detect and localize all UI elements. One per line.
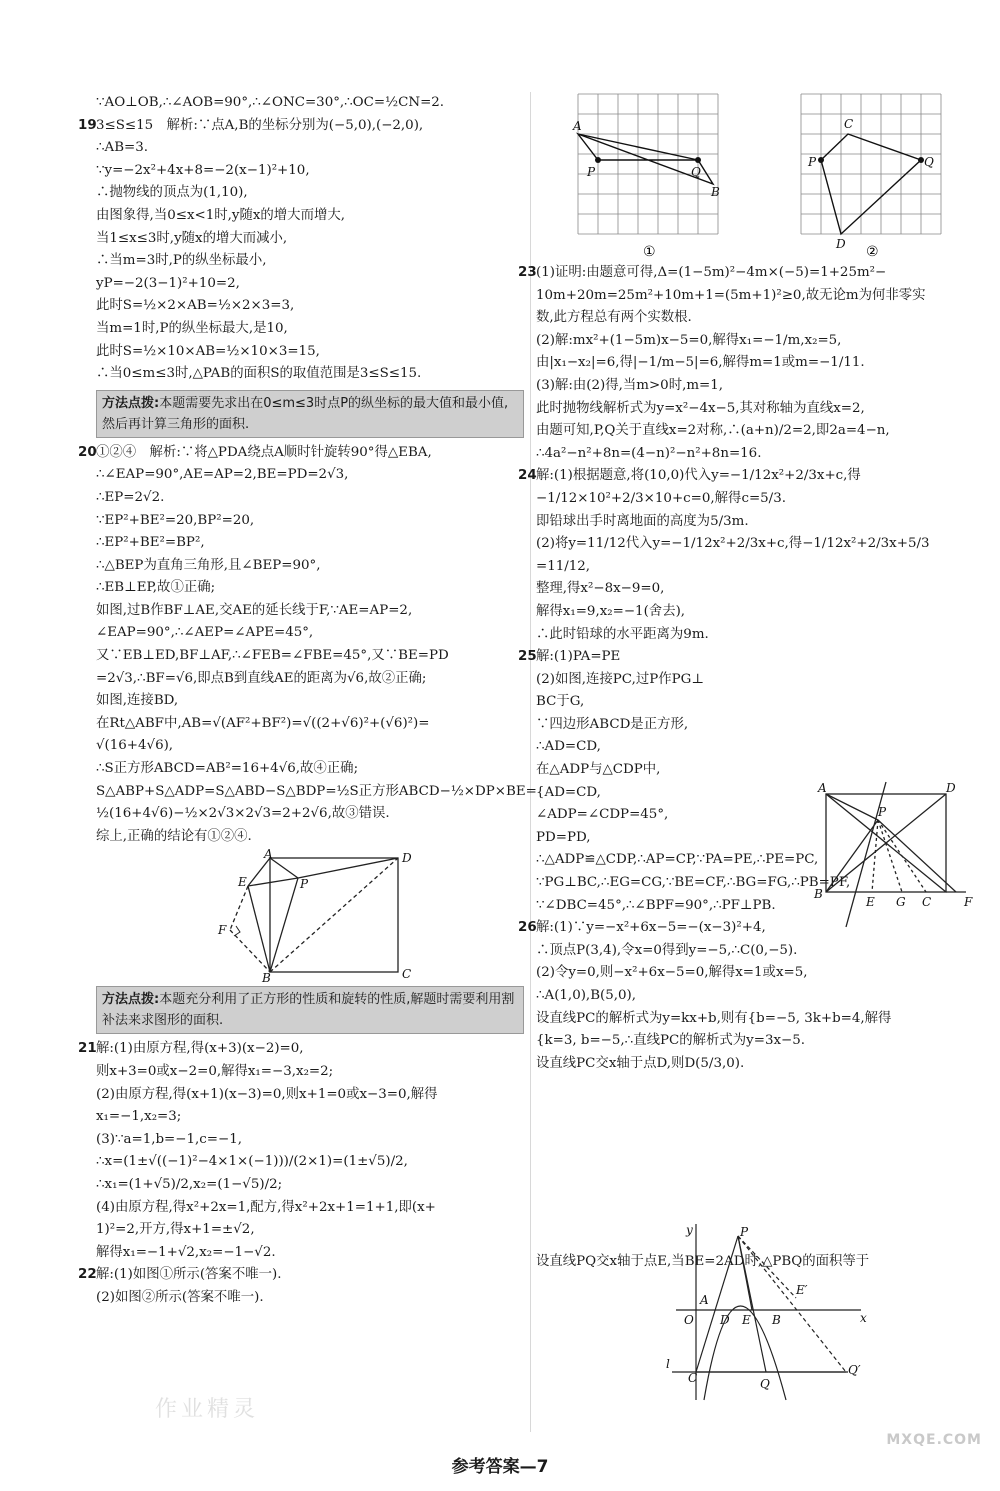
- text-line: [536, 285, 982, 308]
- text-line: [96, 510, 524, 533]
- line-text: ∴EP=2√2.: [96, 489, 165, 505]
- text-line: [536, 578, 982, 601]
- text-line: [536, 352, 982, 375]
- line-text: ∴此时铅球的水平距离为9m.: [536, 626, 709, 642]
- line-text: √(16+4√6),: [96, 738, 174, 754]
- line-text: 在Rt△ABF中,AB=√(AF²+BF²)=√((2+√6)²+(√6)²)=: [96, 715, 430, 731]
- right-lines-a: [518, 262, 982, 1075]
- text-line: [96, 622, 524, 645]
- text-line: [96, 137, 524, 160]
- svg-text:O: O: [684, 1313, 694, 1327]
- svg-text:P: P: [586, 165, 595, 179]
- question-number: 19: [78, 117, 97, 133]
- text-line: [536, 804, 798, 827]
- figure-22-grid-1: [573, 92, 723, 260]
- line-text: ∵四边形ABCD是正方形,: [536, 716, 689, 732]
- line-text: (2)将y=11/12代入y=−1/12x²+2/3x+c,得−1/12x²+2/3x+5/3: [536, 536, 930, 552]
- line-text: (2)令y=0,则−x²+6x−5=0,解得x=1或x=5,: [536, 965, 808, 981]
- line-text: ∴4a²−n²+8n=(4−n)²−n²+8n=16.: [536, 445, 762, 461]
- line-text: 由图象得,当0≤x<1时,y随x的增大而增大,: [96, 207, 345, 223]
- line-text: −1/12×10²+2/3×10+c=0,解得c=5/3.: [536, 490, 786, 506]
- text-line: [518, 465, 982, 488]
- text-line: [96, 781, 537, 804]
- right-column: [518, 92, 982, 1391]
- question-number: 20: [78, 444, 97, 460]
- text-line: [96, 341, 524, 364]
- svg-text:B: B: [710, 185, 720, 199]
- line-text: ∴△BEP为直角三角形,且∠BEP=90°,: [96, 557, 321, 573]
- line-text: 如图,连接BD,: [96, 693, 179, 709]
- text-line: [96, 1129, 524, 1152]
- text-line: [96, 228, 524, 251]
- text-line: [96, 363, 524, 386]
- text-line: [96, 1174, 524, 1197]
- question-number: 23: [518, 265, 537, 280]
- text-line: [536, 736, 798, 759]
- text-line: [96, 735, 524, 758]
- line-text: 解:(1)PA=PE: [536, 649, 621, 665]
- line-text: (3)解:由(2)得,当m>0时,m=1,: [536, 377, 724, 393]
- text-line: [96, 318, 524, 341]
- text-line: [536, 714, 798, 737]
- tip-text: 本题需要先求出在0≤m≤3时点P的纵坐标的最大值和最小值,然后再计算三角形的面积.: [102, 395, 509, 432]
- question-number: 21: [78, 1041, 97, 1057]
- svg-text:P: P: [300, 877, 309, 892]
- line-text: ∴顶点P(3,4),令x=0得到y=−5,∴C(0,−5).: [536, 942, 798, 958]
- line-text: 解得x₁=9,x₂=−1(舍去),: [536, 603, 686, 619]
- svg-text:A: A: [572, 119, 582, 133]
- svg-text:D: D: [402, 851, 412, 866]
- text-line: [96, 1197, 524, 1220]
- line-text: (1)证明:由题意可得,Δ=(1−5m)²−4m×(−5)=1+25m²−: [536, 265, 887, 280]
- text-line: [96, 668, 524, 691]
- line-text: yP=−2(3−1)²+10=2,: [96, 275, 240, 291]
- svg-text:C: C: [402, 967, 412, 982]
- text-line: [536, 488, 982, 511]
- svg-text:Q: Q: [923, 155, 934, 169]
- text-line: [96, 273, 524, 296]
- line-text: (2)由原方程,得(x+1)(x−3)=0,则x+1=0或x−3=0,解得: [96, 1086, 438, 1102]
- figure-20-square: [210, 847, 412, 986]
- text-line: [536, 827, 798, 850]
- svg-text:x: x: [860, 1311, 867, 1325]
- line-text: 又∵EB⊥ED,BF⊥AF,∴∠FEB=∠FBE=45°,又∵BE=PD: [96, 648, 449, 664]
- text-line: [536, 601, 982, 624]
- svg-text:E′: E′: [796, 1283, 808, 1297]
- line-text: ∠ADP=∠CDP=45°,: [536, 807, 669, 823]
- text-line: [518, 262, 982, 285]
- line-text: ∵EP²+BE²=20,BP²=20,: [96, 512, 255, 528]
- line-text: 综上,正确的结论有①②④.: [96, 828, 252, 844]
- line-text: 此时S=½×2×AB=½×2×3=3,: [96, 298, 295, 314]
- svg-text:A: A: [264, 847, 273, 862]
- line-text: ∴抛物线的顶点为(1,10),: [96, 185, 248, 201]
- svg-text:F: F: [964, 895, 973, 909]
- watermark-logo: MXQE.COM: [886, 1432, 982, 1448]
- svg-text:E: E: [742, 1313, 751, 1327]
- text-line: [96, 464, 524, 487]
- text-line: [536, 375, 982, 398]
- text-line: [96, 645, 524, 668]
- line-text: 此时抛物线解析式为y=x²−4x−5,其对称轴为直线x=2,: [536, 400, 865, 416]
- text-line: [536, 759, 798, 782]
- svg-text:B: B: [772, 1313, 781, 1327]
- text-line: [518, 646, 982, 669]
- line-text: =2√3,∴BF=√6,即点B到直线AE的距离为√6,故②正确;: [96, 670, 427, 686]
- text-line: [78, 1264, 524, 1287]
- figure-22-grids: [536, 92, 982, 262]
- question-number: 26: [518, 920, 537, 936]
- line-text: =11/12,: [536, 558, 591, 574]
- svg-text:B: B: [262, 971, 271, 986]
- text-line: [96, 600, 524, 623]
- line-text: 解:(1)由原方程,得(x+3)(x−2)=0,: [96, 1041, 304, 1057]
- text-line: [96, 487, 524, 510]
- text-line: [536, 556, 982, 579]
- svg-text:y: y: [686, 1223, 693, 1237]
- watermark-text: 作业精灵: [155, 1397, 260, 1422]
- page-footer: 参考答案—7: [451, 1457, 549, 1477]
- text-line: [536, 307, 982, 330]
- line-text: 整理,得x²−8x−9=0,: [536, 581, 665, 597]
- text-line: [96, 803, 524, 826]
- line-text: 当m=1时,P的纵坐标最大,是10,: [96, 320, 288, 336]
- text-line: [96, 1151, 524, 1174]
- text-line: [96, 1219, 524, 1242]
- line-text: 设直线PC的解析式为y=kx+b,则有{b=−5, 3k+b=4,解得: [536, 1010, 892, 1026]
- line-text: BC于G,: [536, 694, 585, 710]
- line-text: ∠EAP=90°,∴∠AEP=∠APE=45°,: [96, 625, 314, 641]
- svg-text:D: D: [946, 781, 956, 795]
- svg-text:C: C: [688, 1371, 698, 1385]
- line-text: 数,此方程总有两个实数根.: [536, 310, 692, 326]
- line-text: ∴当m=3时,P的纵坐标最小,: [96, 253, 267, 269]
- question-number: 22: [78, 1267, 97, 1283]
- text-line: [536, 1030, 982, 1053]
- svg-text:C: C: [843, 117, 853, 131]
- tip-text: 本题充分利用了正方形的性质和旋转的性质,解题时需要利用割补法来求图形的面积.: [102, 992, 515, 1029]
- line-text: ∴EB⊥EP,故①正确;: [96, 580, 216, 596]
- line-text: 如图,过B作BF⊥AE,交AE的延长线于F,∵AE=AP=2,: [96, 602, 413, 618]
- svg-text:D: D: [835, 237, 846, 251]
- svg-text:D: D: [720, 1313, 730, 1327]
- text-line: [536, 962, 982, 985]
- line-text: ∴△ADP≌△CDP,∴AP=CP,∵PA=PE,∴PE=PC,: [536, 852, 819, 868]
- line-text: (2)如图②所示(答案不唯一).: [96, 1289, 264, 1305]
- line-text: ∴AD=CD,: [536, 739, 601, 755]
- svg-text:A: A: [818, 781, 827, 795]
- text-line: [536, 533, 982, 556]
- line-text: 由题可知,P,Q关于直线x=2对称,∴(a+n)/2=2,即2a=4−n,: [536, 423, 890, 439]
- text-line: [96, 1287, 524, 1310]
- text-line: [96, 295, 524, 318]
- text-line: [78, 1038, 524, 1061]
- text-line: [536, 443, 982, 466]
- text-line: [78, 442, 524, 465]
- text-line: [96, 758, 524, 781]
- line-text: 解得x₁=−1+√2,x₂=−1−√2.: [96, 1244, 276, 1260]
- svg-text:C: C: [922, 895, 932, 909]
- text-line: [96, 690, 524, 713]
- text-line: [536, 1008, 982, 1031]
- line-text: 1)²=2,开方,得x+1=±√2,: [96, 1222, 255, 1238]
- line-text: ∴当0≤m≤3时,△PAB的面积S的取值范围是3≤S≤15.: [96, 366, 422, 382]
- text-line: 设直线PQ交x轴于点E,当BE=2AD时,△PBQ的面积等于: [536, 1254, 870, 1270]
- svg-text:E: E: [866, 895, 875, 909]
- text-line: [96, 1084, 524, 1107]
- method-tip-20: [96, 986, 524, 1034]
- line-text: 则x+3=0或x−2=0,解得x₁=−3,x₂=2;: [96, 1064, 334, 1079]
- figure-26-parabola: [656, 1222, 876, 1402]
- line-text: (4)由原方程,得x²+2x=1,配方,得x²+2x+1=1+1,即(x+: [96, 1199, 436, 1215]
- line-text: ∴EP²+BE²=BP²,: [96, 535, 205, 551]
- text-line: [536, 420, 982, 443]
- line-text: ∴x=(1±√((−1)²−4×1×(−1)))/(2×1)=(1±√5)/2,: [96, 1154, 408, 1170]
- line-text: 在△ADP与△CDP中,: [536, 762, 661, 778]
- line-text: S△ABP+S△ADP=S△ABD−S△BDP=½S正方形ABCD−½×DP×BE=: [96, 783, 537, 799]
- line-text: 解:(1)∵y=−x²+6x−5=−(x−3)²+4,: [536, 920, 766, 936]
- figure-caption-2: ②: [865, 244, 879, 260]
- text-line: [536, 511, 982, 534]
- tip-label: 方法点拨:: [102, 992, 160, 1008]
- text-line: [96, 182, 524, 205]
- text-line: [536, 398, 982, 421]
- line-text: {AD=CD,: [536, 784, 601, 800]
- svg-text:P: P: [807, 155, 816, 169]
- line-text: ∴x₁=(1+√5)/2,x₂=(1−√5)/2;: [96, 1176, 283, 1192]
- svg-text:E: E: [238, 875, 247, 890]
- svg-text:Q′: Q′: [848, 1363, 861, 1377]
- text-line: [536, 691, 798, 714]
- line-text: 即铅球出手时离地面的高度为5/3m.: [536, 513, 749, 529]
- line-text: PD=PD,: [536, 829, 591, 845]
- question-number: 24: [518, 468, 537, 484]
- line-text: ∵∠DBC=45°,∴∠BPF=90°,∴PF⊥PB.: [536, 897, 776, 913]
- text-line: [96, 205, 524, 228]
- svg-text:F: F: [218, 923, 227, 938]
- line-text: ∵y=−2x²+4x+8=−2(x−1)²+10,: [96, 162, 310, 178]
- text-line: [96, 577, 524, 600]
- svg-text:Q: Q: [690, 165, 701, 179]
- line-text: 当1≤x≤3时,y随x的增大而减小,: [96, 230, 288, 246]
- text-line: [96, 555, 524, 578]
- line-text: 由|x₁−x₂|=6,得|−1/m−5|=6,解得m=1或m=−1/11.: [536, 355, 865, 371]
- svg-text:A: A: [700, 1293, 709, 1307]
- text-line: [536, 1053, 982, 1076]
- line-text: ∴A(1,0),B(5,0),: [536, 988, 637, 1003]
- figure-22-grid-2: [796, 92, 946, 260]
- text-line: [96, 92, 524, 115]
- text-line: [96, 160, 524, 183]
- line-text: (2)解:mx²+(1−5m)x−5=0,解得x₁=−1/m,x₂=5,: [536, 332, 842, 348]
- line-text: ①②④ 解析:∵将△PDA绕点A顺时针旋转90°得△EBA,: [96, 444, 432, 460]
- text-line: [96, 1242, 524, 1265]
- text-line: [536, 669, 798, 692]
- left-lines-a: [78, 92, 524, 386]
- line-text: 解:(1)根据题意,将(10,0)代入y=−1/12x²+2/3x+c,得: [536, 468, 861, 484]
- column-divider: [530, 92, 531, 1432]
- text-line: [96, 1061, 524, 1084]
- method-tip-19: [96, 390, 524, 438]
- text-line: [78, 115, 524, 138]
- svg-text:P: P: [740, 1225, 749, 1239]
- line-text: x₁=−1,x₂=3;: [96, 1109, 182, 1125]
- line-text: 3≤S≤15 解析:∵点A,B的坐标分别为(−5,0),(−2,0),: [96, 117, 424, 133]
- text-line: [536, 624, 982, 647]
- text-line: [536, 985, 982, 1008]
- line-text: (2)如图,连接PC,过P作PG⊥: [536, 671, 704, 687]
- line-text: ∴AB=3.: [96, 140, 149, 156]
- figure-25-square: [806, 782, 986, 932]
- question-number: 25: [518, 649, 537, 665]
- svg-text:l: l: [666, 1357, 670, 1371]
- line-text: 此时S=½×10×AB=½×10×3=15,: [96, 343, 320, 359]
- text-line: [96, 826, 524, 849]
- text-line: [96, 1106, 524, 1129]
- line-text: 设直线PC交x轴于点D,则D(5/3,0).: [536, 1055, 745, 1071]
- line-text: (3)∵a=1,b=−1,c=−1,: [96, 1131, 242, 1147]
- line-text: 解:(1)如图①所示(答案不唯一).: [96, 1267, 282, 1283]
- svg-text:Q: Q: [760, 1377, 770, 1391]
- line-text: 10m+20m=25m²+10m+1=(5m+1)²≥0,故无论m为何非零实: [536, 287, 926, 303]
- text-line: [96, 250, 524, 273]
- left-lines-c: [78, 1038, 524, 1309]
- line-text: ∴S正方形ABCD=AB²=16+4√6,故④正确;: [96, 761, 359, 777]
- line-text: ½(16+4√6)−½×2√3×2√3=2+2√6,故③错误.: [96, 806, 390, 822]
- line-text: ∵PG⊥BC,∴EG=CG,∵BE=CF,∴BG=FG,∴PB=PF,: [536, 875, 851, 891]
- line-text: ∴∠EAP=90°,AE=AP=2,BE=PD=2√3,: [96, 467, 349, 483]
- line-text: ∵AO⊥OB,∴∠AOB=90°,∴∠ONC=30°,∴OC=½CN=2.: [96, 95, 445, 110]
- text-line: [536, 782, 798, 805]
- svg-text:G: G: [896, 895, 906, 909]
- text-line: [96, 713, 524, 736]
- text-line: [96, 532, 524, 555]
- tip-label: 方法点拨:: [102, 395, 160, 411]
- figure-caption-1: ①: [642, 244, 656, 260]
- line-text: {k=3, b=−5,∴直线PC的解析式为y=3x−5.: [536, 1033, 806, 1049]
- svg-text:B: B: [814, 887, 823, 901]
- text-line: [536, 330, 982, 353]
- text-line: [536, 940, 982, 963]
- svg-text:P: P: [878, 805, 887, 819]
